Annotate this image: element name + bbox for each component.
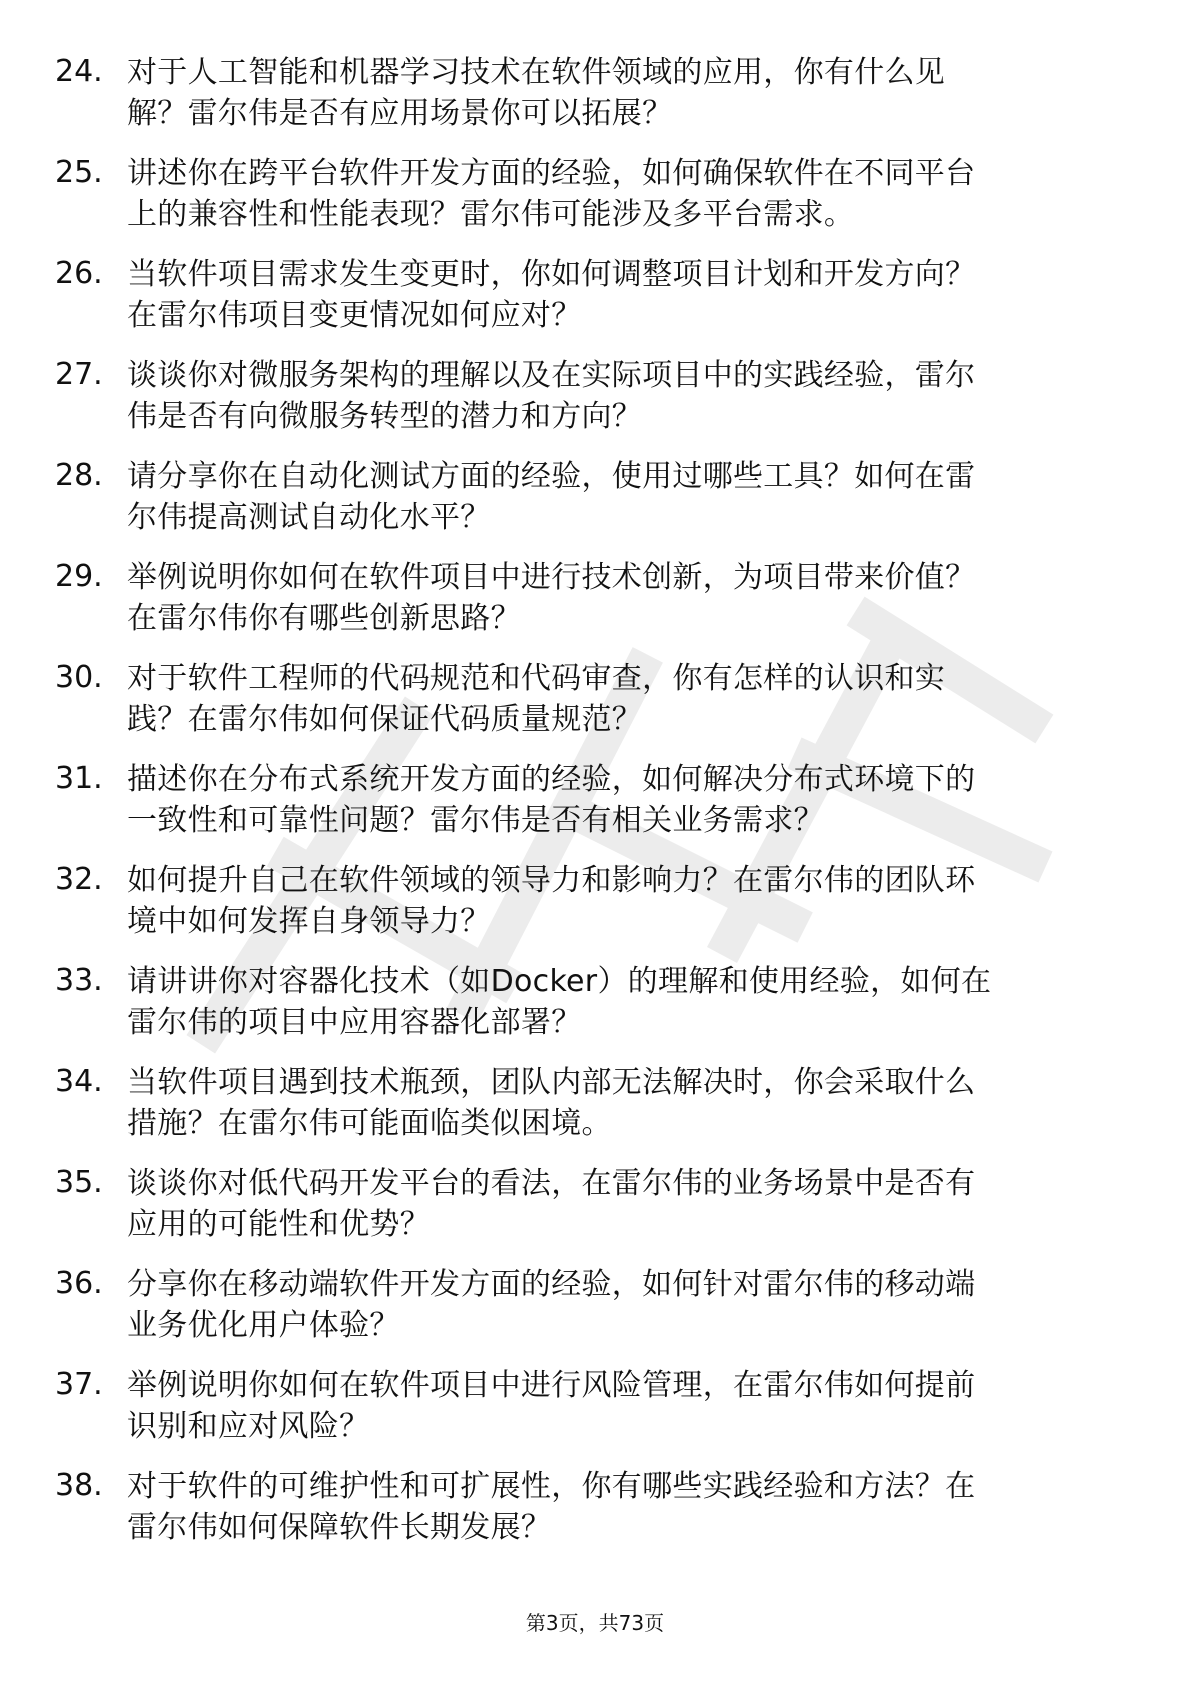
question-text: 分享你在移动端软件开发方面的经验，如何针对雷尔伟的移动端 业务优化用户体验？ [127, 1267, 976, 1343]
question-text: 请分享你在自动化测试方面的经验，使用过哪些工具？如何在雷 尔伟提高测试自动化水平？ [127, 459, 976, 535]
question-text: 当软件项目遇到技术瓶颈，团队内部无法解决时，你会采取什么 措施？在雷尔伟可能面临类似困境。 [127, 1065, 976, 1141]
question-item-38 [55, 1462, 1135, 1563]
question-item-29 [55, 553, 1135, 654]
question-item-24 [55, 48, 1135, 149]
question-text: 对于人工智能和机器学习技术在软件领域的应用，你有什么见 解？雷尔伟是否有应用场景你可以拓展？ [127, 55, 946, 131]
question-text: 对于软件工程师的代码规范和代码审查，你有怎样的认识和实 践？在雷尔伟如何保证代码质量规范？ [127, 661, 946, 737]
question-text: 当软件项目需求发生变更时，你如何调整项目计划和开发方向？ 在雷尔伟项目变更情况如何应对？ [127, 257, 976, 333]
question-number: 36. [55, 1266, 103, 1301]
question-number: 38. [55, 1468, 103, 1503]
question-item-35 [55, 1159, 1135, 1260]
question-item-34 [55, 1058, 1135, 1159]
question-number: 29. [55, 559, 103, 594]
question-text: 请讲讲你对容器化技术（如Docker）的理解和使用经验，如何在 雷尔伟的项目中应用容器化部署？ [127, 964, 992, 1040]
question-item-31 [55, 755, 1135, 856]
question-item-25 [55, 149, 1135, 250]
question-number: 31. [55, 761, 103, 796]
question-item-30 [55, 654, 1135, 755]
question-number: 26. [55, 256, 103, 291]
question-item-26 [55, 250, 1135, 351]
question-text: 讲述你在跨平台软件开发方面的经验，如何确保软件在不同平台 上的兼容性和性能表现？雷尔伟可能涉及多平台需求。 [127, 156, 976, 232]
question-number: 34. [55, 1064, 103, 1099]
question-item-33 [55, 957, 1135, 1058]
question-number: 28. [55, 458, 103, 493]
page-footer: 第3页，共73页 [525, 1611, 665, 1635]
question-number: 35. [55, 1165, 103, 1200]
question-text: 如何提升自己在软件领域的领导力和影响力？在雷尔伟的团队环 境中如何发挥自身领导力？ [127, 863, 976, 939]
question-number: 33. [55, 963, 103, 998]
question-number: 30. [55, 660, 103, 695]
question-number: 32. [55, 862, 103, 897]
question-list [55, 48, 1135, 1563]
question-text: 谈谈你对微服务架构的理解以及在实际项目中的实践经验，雷尔 伟是否有向微服务转型的潜力和方向？ [127, 358, 976, 434]
question-text: 描述你在分布式系统开发方面的经验，如何解决分布式环境下的 一致性和可靠性问题？雷尔伟是否有相关业务需求？ [127, 762, 976, 838]
question-number: 24. [55, 54, 103, 89]
question-item-27 [55, 351, 1135, 452]
question-number: 27. [55, 357, 103, 392]
question-text: 举例说明你如何在软件项目中进行风险管理，在雷尔伟如何提前 识别和应对风险？ [127, 1368, 976, 1444]
question-text: 谈谈你对低代码开发平台的看法，在雷尔伟的业务场景中是否有 应用的可能性和优势？ [127, 1166, 976, 1242]
question-item-32 [55, 856, 1135, 957]
question-text: 对于软件的可维护性和可扩展性，你有哪些实践经验和方法？在 雷尔伟如何保障软件长期发展？ [127, 1469, 976, 1545]
question-item-37 [55, 1361, 1135, 1462]
question-number: 37. [55, 1367, 103, 1402]
question-text: 举例说明你如何在软件项目中进行技术创新，为项目带来价值？ 在雷尔伟你有哪些创新思路？ [127, 560, 976, 636]
question-number: 25. [55, 155, 103, 190]
question-item-28 [55, 452, 1135, 553]
question-item-36 [55, 1260, 1135, 1361]
